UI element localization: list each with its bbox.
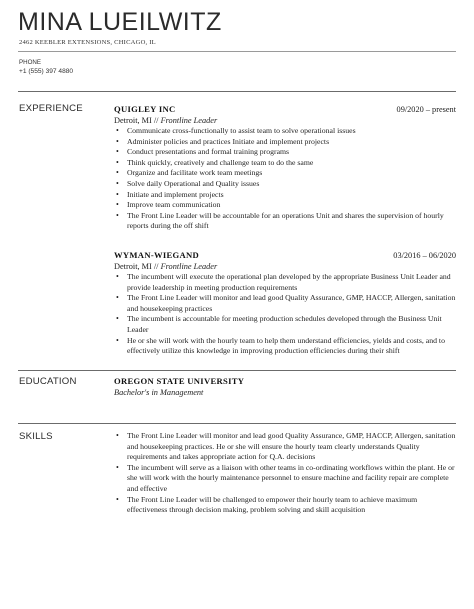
list-item: • The Front Line Leader will be challenged to empower their hourly team to achieve maximum effectiveness through decision making, problem solving and skill acquisition: [124, 495, 456, 516]
job-separator: //: [151, 116, 161, 125]
list-item: • Think quickly, creatively and challenge team to do the same: [124, 158, 456, 169]
job-location-title: [114, 262, 456, 271]
job-location: Detroit, MI: [114, 262, 152, 271]
job-dates: 03/2016 – 06/2020: [393, 251, 456, 260]
school-name: OREGON STATE UNIVERSITY: [114, 376, 245, 386]
job-entry-1: [114, 104, 456, 232]
job-dates: 09/2020 – present: [396, 105, 456, 114]
experience-section-label: EXPERIENCE: [19, 103, 83, 114]
list-item: • Administer policies and practices Initiate and implement projects: [124, 137, 456, 148]
job-separator: //: [151, 262, 161, 271]
list-item: • Improve team communication: [124, 200, 456, 211]
skills-divider: [18, 423, 456, 424]
skills-section-label: SKILLS: [19, 431, 53, 442]
education-divider: [18, 370, 456, 371]
list-item: • He or she will work with the hourly team to help them understand efficiencies, yields and costs, and to effectively utilize this knowledge in improving production efficiencies during their shift: [124, 336, 456, 357]
skills-bullets: [114, 431, 456, 516]
job-bullets: [114, 272, 456, 357]
job-title: Frontline Leader: [160, 116, 218, 125]
job-location-title: [114, 116, 456, 125]
job-entry-2: [114, 250, 456, 357]
job-location: Detroit, MI: [114, 116, 152, 125]
degree: Bachelor's in Management: [114, 388, 204, 397]
candidate-address: 2462 KEEBLER EXTENSIONS, CHICAGO, IL: [19, 39, 156, 46]
experience-divider: [18, 91, 456, 92]
education-entry: [114, 376, 456, 397]
job-title: Frontline Leader: [160, 262, 218, 271]
list-item: • The incumbent is accountable for meeting production schedules developed through the Business Unit Leader: [124, 314, 456, 335]
phone-label: PHONE: [19, 59, 42, 66]
list-item: • Communicate cross-functionally to assist team to solve operational issues: [124, 126, 456, 137]
job-company: QUIGLEY INC: [114, 104, 176, 114]
header-divider: [18, 51, 456, 52]
education-section-label: EDUCATION: [19, 376, 77, 387]
phone-number: +1 (555) 397 4880: [19, 68, 74, 75]
list-item: • The Front Line Leader will monitor and lead good Quality Assurance, GMP, HACCP, Allergen, sanitation and housekeeping practices. He or she will ensure the hourly team clearly understands Quality requirements and takes appropriate action for Q.A. decisions: [124, 431, 456, 463]
candidate-name: MINA LUEILWITZ: [18, 8, 222, 36]
list-item: • The incumbent will execute the operational plan developed by the appropriate Business Unit Leader and provide leadership in meeting production requirements: [124, 272, 456, 293]
skills-entry: [114, 430, 456, 516]
job-company: WYMAN-WIEGAND: [114, 250, 200, 260]
list-item: • Conduct presentations and formal training programs: [124, 147, 456, 158]
list-item: • The Front Line Leader will be accountable for an operations Unit and shares the supervision of hourly reports during the off shift: [124, 211, 456, 232]
list-item: • The Front Line Leader will monitor and lead good Quality Assurance, GMP, HACCP, Allergen, sanitation and housekeeping practices: [124, 293, 456, 314]
list-item: • The incumbent will serve as a liaison with other teams in co-ordinating workflows within the plant. He or she will work with the hourly maintenance personnel to ensure machine and facility repair are complete and effective: [124, 463, 456, 495]
list-item: • Organize and facilitate work team meetings: [124, 168, 456, 179]
list-item: • Solve daily Operational and Quality issues: [124, 179, 456, 190]
job-bullets: [114, 126, 456, 232]
list-item: • Initiate and implement projects: [124, 190, 456, 201]
